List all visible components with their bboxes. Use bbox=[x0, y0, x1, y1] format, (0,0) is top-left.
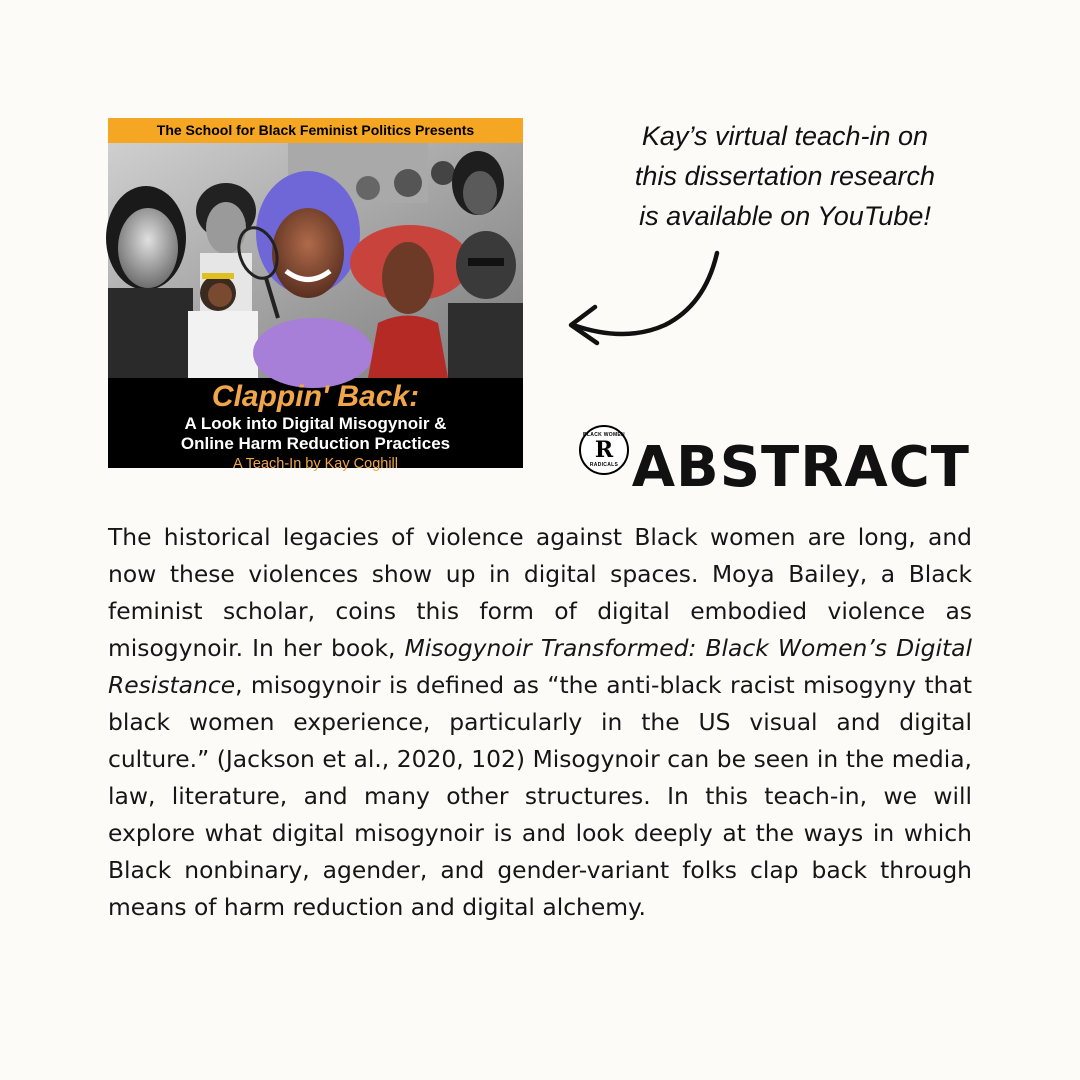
poster-caption bbox=[108, 378, 523, 472]
youtube-callout bbox=[585, 116, 985, 236]
badge-bottom-text: RADICALS bbox=[589, 462, 619, 468]
poster-title: Clappin' Back: bbox=[211, 380, 420, 413]
badge-top-text: BLACK WOMEN bbox=[583, 432, 625, 438]
abstract-heading: ABSTRACT bbox=[631, 435, 970, 500]
callout-line3: is available on YouTube! bbox=[639, 201, 931, 231]
callout-line2: this dissertation research bbox=[634, 161, 936, 191]
abstract-text-part1: The historical legacies of violence against Black women are long, and now these violences show up in digital spaces. Moya Bailey, a Black feminist scholar, coins this form of digital embodied violence as misogynoir. In her book, bbox=[108, 523, 972, 662]
poster-banner: The School for Black Feminist Politics Presents bbox=[108, 118, 523, 143]
teach-in-poster-image[interactable] bbox=[108, 118, 625, 472]
curved-arrow-icon bbox=[555, 245, 730, 355]
badge-letter: R bbox=[594, 437, 614, 463]
book-title: Misogynoir Transformed: Black Women’s Digital Resistance bbox=[108, 634, 972, 699]
poster-subtitle-line2: Online Harm Reduction Practices bbox=[180, 434, 451, 453]
poster-author: A Teach-In by Kay Coghill bbox=[233, 456, 398, 472]
callout-line1: Kay’s virtual teach-in on bbox=[641, 121, 929, 151]
poster-photo-collage bbox=[108, 143, 523, 378]
abstract-text-part2: , misogynoir is defined as “the anti-black racist misogyny that black women experience, particularly in the US visual and digital culture.” (Jackson et al., 2020, 102) Misogynoir can be seen in the media, law, literature, and many other structures. In this teach-in, we will explore what digital misogynoir is and look deeply at the ways in which Black nonbinary, agender, and gender-variant folks clap back through means of harm reduction and digital alchemy. bbox=[108, 671, 972, 921]
poster-subtitle-line1: A Look into Digital Misogynoir & bbox=[184, 414, 447, 433]
abstract-body bbox=[108, 519, 972, 926]
black-women-radicals-logo bbox=[579, 425, 629, 475]
